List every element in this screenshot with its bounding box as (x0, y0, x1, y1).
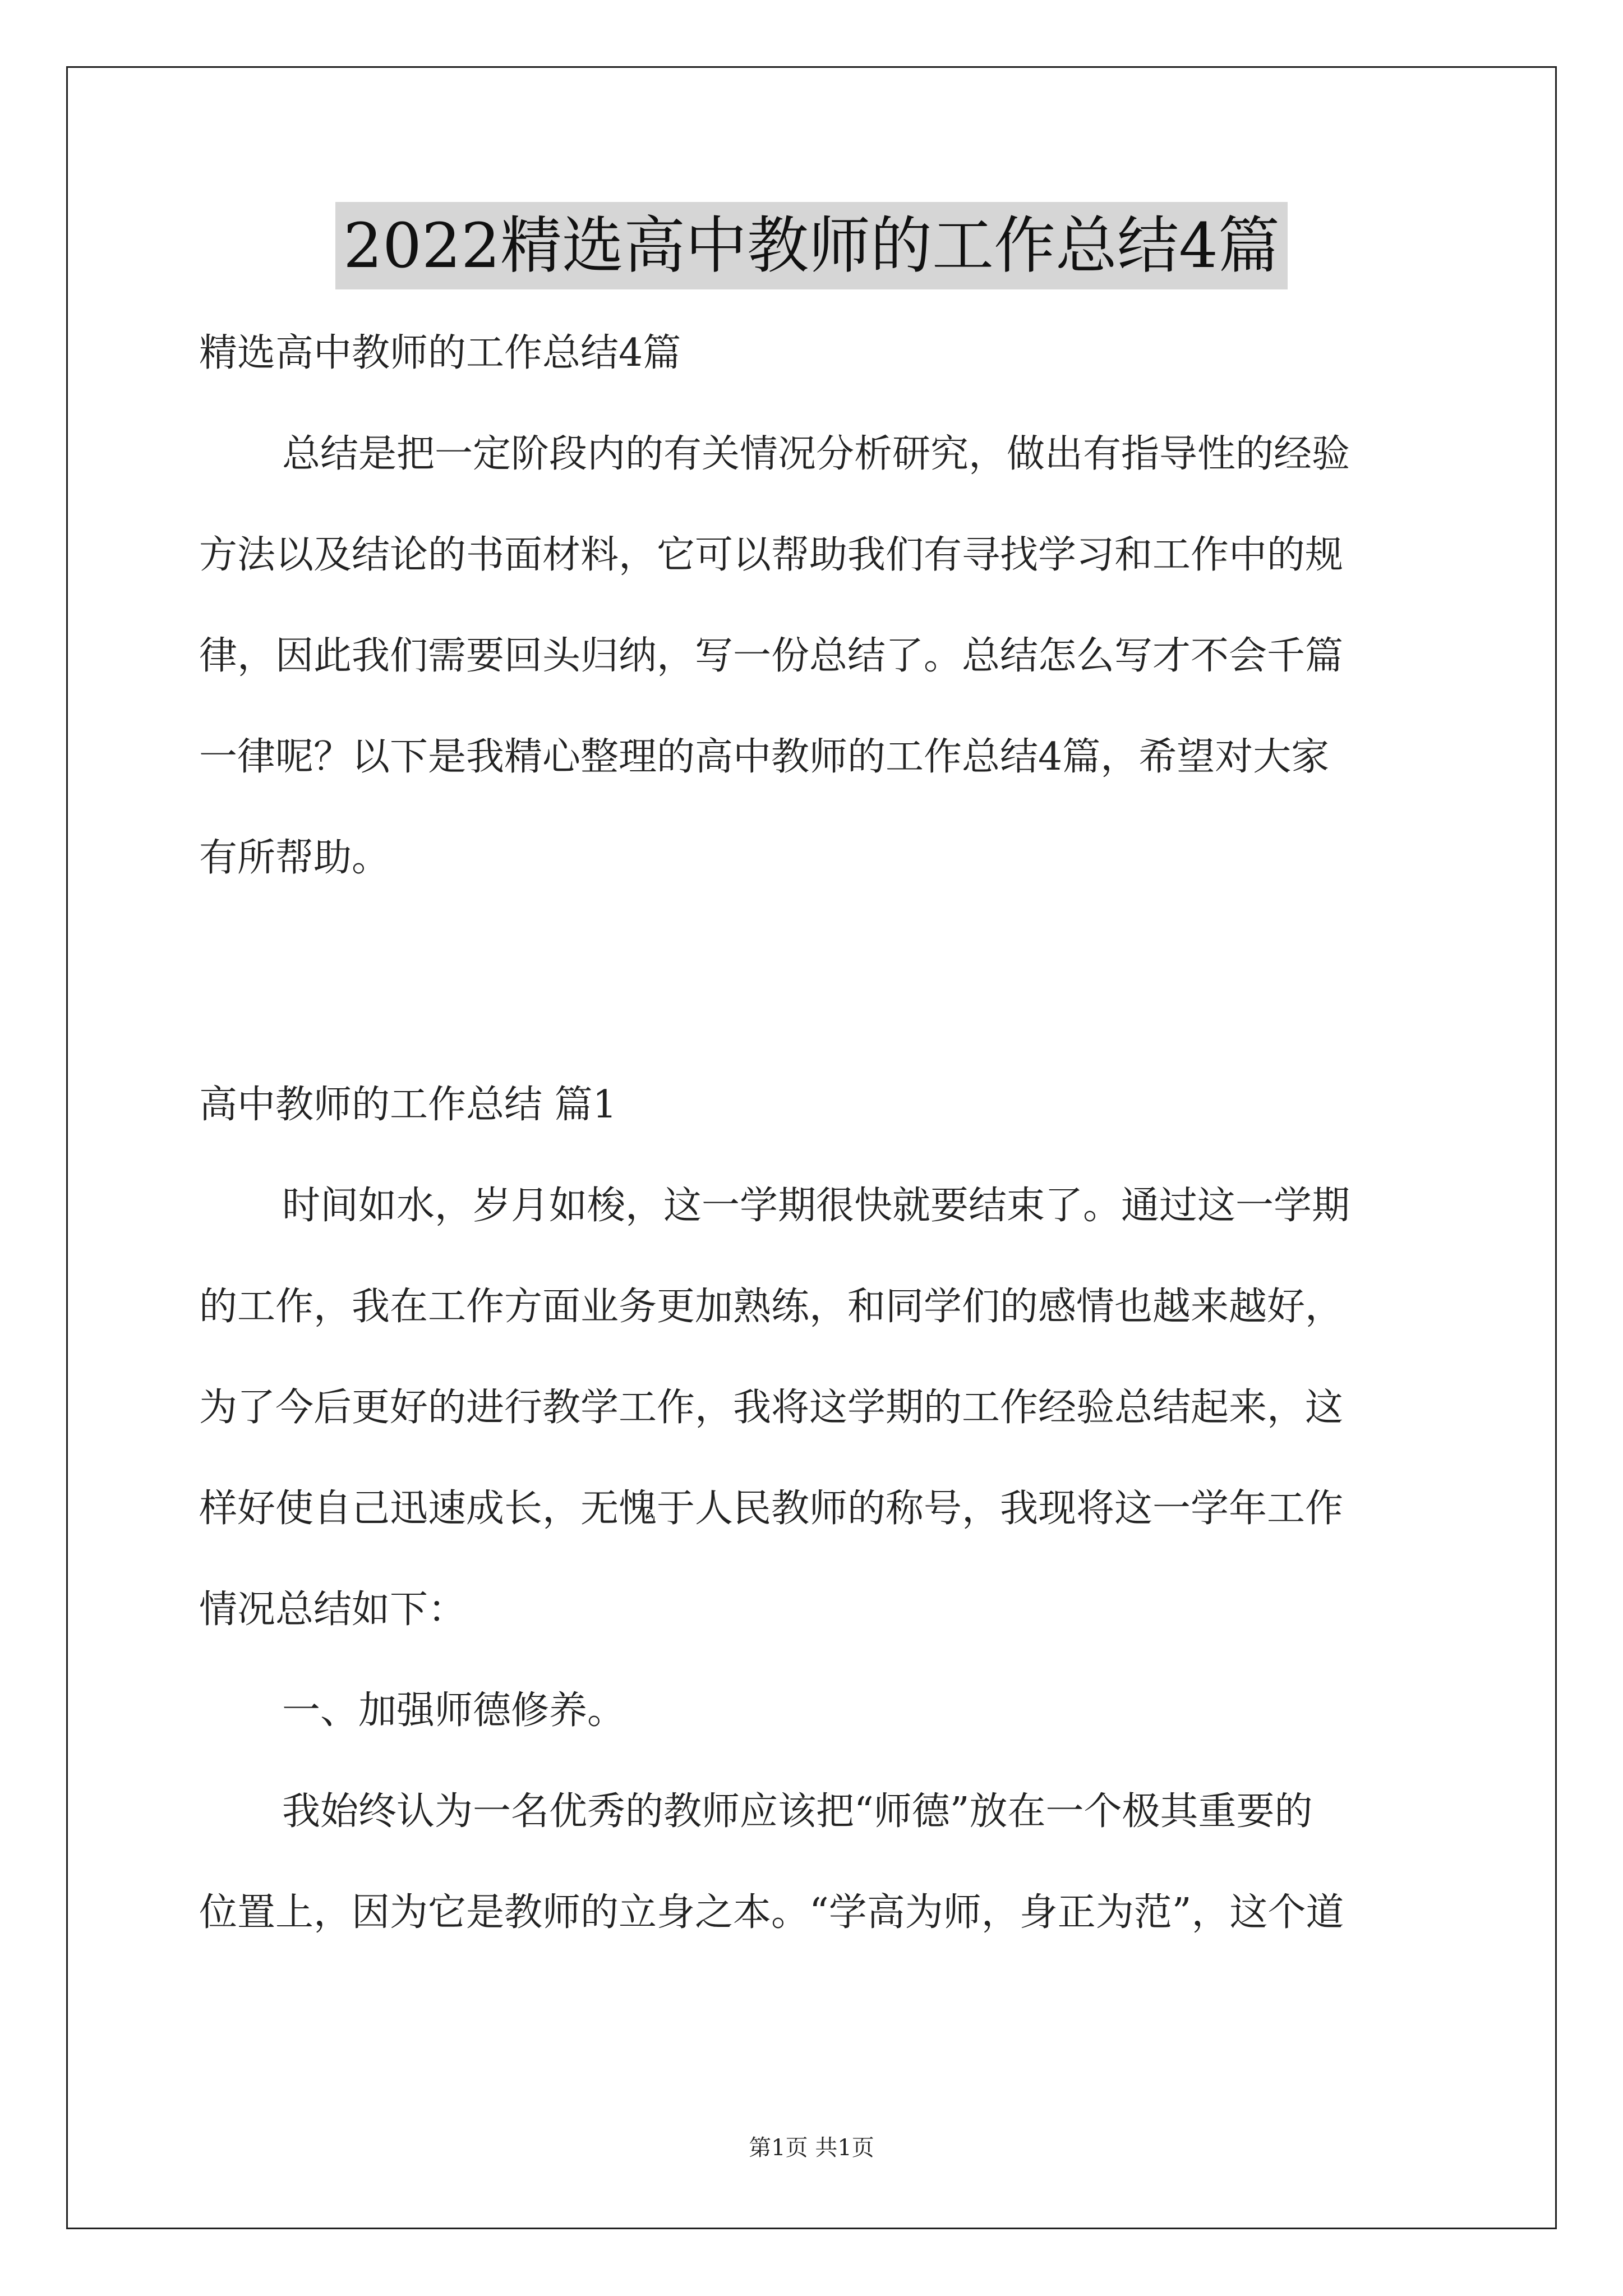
paragraph-line: 为了今后更好的进行教学工作，我将这学期的工作经验总结起来，这 (199, 1386, 1344, 1430)
document-title: 2022精选高中教师的工作总结4篇 (335, 202, 1288, 289)
subheading: 一、加强师德修养。 (282, 1688, 626, 1733)
paragraph-line: 时间如水，岁月如梭，这一学期很快就要结束了。通过这一学期 (282, 1184, 1350, 1228)
paragraph-line: 律，因此我们需要回头归纳，写一份总结了。总结怎么写才不会千篇 (199, 634, 1344, 678)
paragraph-line: 方法以及结论的书面材料，它可以帮助我们有寻找学习和工作中的规 (199, 533, 1344, 577)
paragraph-line: 有所帮助。 (199, 836, 390, 880)
page-footer: 第1页 共1页 (749, 2135, 874, 2161)
paragraph-line: 一律呢？以下是我精心整理的高中教师的工作总结4篇，希望对大家 (199, 735, 1330, 779)
paragraph-line: 我始终认为一名优秀的教师应该把“师德”放在一个极其重要的 (282, 1789, 1313, 1834)
intro-heading: 精选高中教师的工作总结4篇 (199, 331, 681, 375)
document-body (199, 303, 1433, 1963)
paragraph-line: 位置上，因为它是教师的立身之本。“学高为师，身正为范”，这个道 (199, 1890, 1344, 1935)
paragraph-line: 情况总结如下： (199, 1588, 467, 1632)
paragraph-line: 的工作，我在工作方面业务更加熟练，和同学们的感情也越来越好， (199, 1285, 1344, 1329)
paragraph-line: 样好使自己迅速成长，无愧于人民教师的称号，我现将这一学年工作 (199, 1487, 1344, 1531)
paragraph-line: 总结是把一定阶段内的有关情况分析研究，做出有指导性的经验 (282, 432, 1350, 476)
document-title-wrap (0, 202, 1623, 289)
section-heading: 高中教师的工作总结 篇1 (199, 1083, 617, 1127)
section-gap (199, 909, 1433, 1055)
